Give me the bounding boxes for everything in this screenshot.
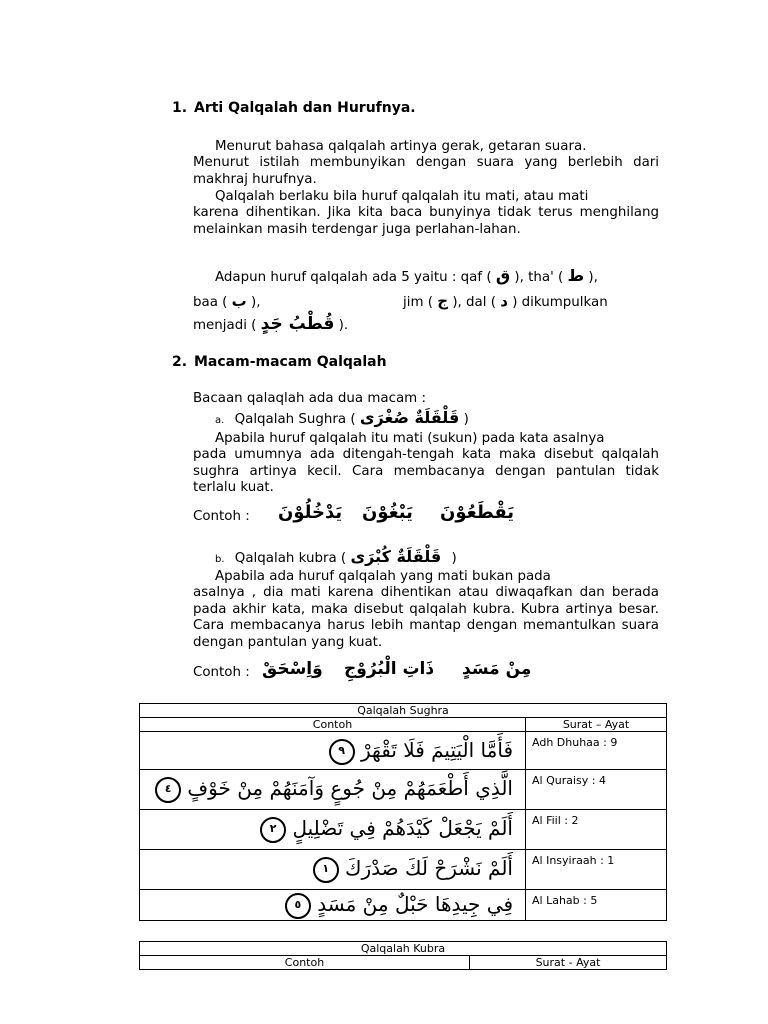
jim-dal-line bbox=[403, 293, 608, 312]
table-row bbox=[140, 890, 667, 921]
kubra-arabic: قَلْقَلَةٌ كُبْرَى bbox=[350, 547, 442, 566]
kubra-end: ) bbox=[451, 551, 457, 566]
sughra-end: ) bbox=[463, 412, 469, 427]
sura-cell: Al Lahab : 5 bbox=[526, 890, 667, 921]
sughra-heading bbox=[215, 410, 469, 430]
section2-number: 2. bbox=[172, 354, 188, 370]
letters-text-b: ), tha' ( bbox=[514, 270, 564, 285]
sughra-label: a. bbox=[215, 415, 225, 426]
letters-text-c: ), bbox=[588, 270, 598, 285]
contoh2-word3: مِنْ مَسَدٍ bbox=[462, 659, 532, 679]
sughra-table bbox=[139, 703, 667, 921]
section2-intro: Bacaan qalaqlah ada dua macam : bbox=[193, 391, 426, 406]
section1-para2-line1: Qalqalah berlaku bila huruf qalqalah itu mati, atau mati bbox=[215, 189, 589, 204]
baa-letter: ب bbox=[231, 292, 247, 310]
qaf-letter: ق bbox=[495, 266, 511, 285]
menjadi-text: menjadi ( bbox=[193, 318, 257, 333]
ayah-number-icon: ٤ bbox=[155, 777, 181, 803]
section1-para1-line1: Menurut bahasa qalqalah artinya gerak, getaran suara. bbox=[215, 139, 587, 154]
letters-text-a: Adapun huruf qalqalah ada 5 yaitu : qaf ( bbox=[215, 270, 492, 285]
dal-text: ), dal ( bbox=[452, 295, 496, 310]
verse-cell bbox=[140, 810, 526, 850]
kubra-para-rest: asalnya , dia mati karena dihentikan atau diwaqafkan dan berada pada akhir kata, maka disebut qalqalah kubra. Kubra artinya besar. Cara membacanya harus lebih mantap dengan memantulkan suara dengan pantulan yang kuat. bbox=[193, 585, 659, 650]
ayah-number-icon: ٢ bbox=[260, 817, 286, 843]
sura-cell: Al Fiil : 2 bbox=[526, 810, 667, 850]
verse-cell bbox=[140, 890, 526, 921]
section1-number: 1. bbox=[172, 100, 188, 116]
contoh1-word1: يَدْخُلُوْنَ bbox=[278, 502, 343, 523]
table-row bbox=[140, 810, 667, 850]
verse-text: الَّذِي أَطْعَمَهُمْ مِنْ جُوعٍ وَآمَنَهُمْ مِنْ خَوْفٍ bbox=[187, 776, 513, 800]
contoh2-word1: وَاِسْحَقْ bbox=[262, 659, 323, 679]
kubra-para-line1: Apabila ada huruf qalqalah yang mati bukan pada bbox=[215, 569, 551, 584]
ayah-number-icon: ٥ bbox=[285, 893, 311, 919]
menjadi-end: ). bbox=[338, 318, 349, 333]
jim-text: jim ( bbox=[403, 295, 433, 310]
verse-cell bbox=[140, 732, 526, 770]
table-row bbox=[140, 732, 667, 770]
sughra-title: Qalqalah Sughra ( bbox=[234, 412, 356, 427]
letters-line1 bbox=[215, 268, 598, 287]
table-row bbox=[140, 850, 667, 890]
sura-cell: Al Insyiraah : 1 bbox=[526, 850, 667, 890]
jim-letter: ج bbox=[437, 292, 449, 310]
dal-end: ) dikumpulkan bbox=[512, 295, 608, 310]
sura-cell: Adh Dhuhaa : 9 bbox=[526, 732, 667, 770]
kubra-table bbox=[139, 941, 667, 970]
section2-title: Macam-macam Qalqalah bbox=[194, 354, 387, 370]
verse-text: فِي جِيدِهَا حَبْلٌ مِنْ مَسَدٍ bbox=[317, 892, 513, 916]
kubra-heading bbox=[215, 549, 457, 569]
tha-letter: ط bbox=[567, 266, 585, 285]
baa-text: baa ( bbox=[193, 295, 228, 310]
contoh1-word2: يَبْغُوْنَ bbox=[362, 502, 413, 523]
section1-para1-rest: Menurut istilah membunyikan dengan suara yang berlebih dari makhraj hurufnya. bbox=[193, 155, 659, 187]
sughra-para-line1: Apabila huruf qalqalah itu mati (sukun) pada kata asalnya bbox=[215, 431, 605, 446]
verse-text: فَأَمَّا الْيَتِيمَ فَلَا تَقْهَرْ bbox=[360, 738, 513, 762]
ayah-number-icon: ١ bbox=[313, 857, 339, 883]
dal-letter: د bbox=[500, 292, 508, 310]
kubra-table-title: Qalqalah Kubra bbox=[140, 942, 667, 956]
baa-end: ), bbox=[251, 295, 261, 310]
contoh1-label: Contoh : bbox=[193, 509, 250, 524]
baa-line bbox=[193, 293, 261, 312]
table-row bbox=[140, 770, 667, 810]
kubra-table-col-contoh: Contoh bbox=[140, 956, 470, 970]
combined-letters: قُطْبُ جَدٍ bbox=[260, 314, 335, 334]
sura-cell: Al Quraisy : 4 bbox=[526, 770, 667, 810]
sughra-arabic: قَلْقَلَةٌ صُغْرَى bbox=[359, 408, 460, 427]
kubra-title: Qalqalah kubra ( bbox=[234, 551, 347, 566]
kubra-table-col-surat: Surat - Ayat bbox=[470, 956, 667, 970]
sughra-table-title: Qalqalah Sughra bbox=[140, 704, 667, 718]
section1-para2-rest: karena dihentikan. Jika kita baca bunyinya tidak terus menghilang melainkan masih terdengar juga perlahan-lahan. bbox=[193, 205, 659, 237]
contoh2-word2: ذَاتِ الْبُرُوْجِ bbox=[344, 659, 435, 679]
contoh1-word3: يَقْطَعُوْنَ bbox=[440, 502, 515, 523]
verse-text: أَلَمْ يَجْعَلْ كَيْدَهُمْ فِي تَضْلِيلٍ bbox=[292, 816, 513, 840]
contoh2-label: Contoh : bbox=[193, 665, 250, 680]
verse-cell bbox=[140, 850, 526, 890]
kubra-label: b. bbox=[215, 554, 225, 565]
verse-text: أَلَمْ نَشْرَحْ لَكَ صَدْرَكَ bbox=[345, 856, 513, 880]
section1-title: Arti Qalqalah dan Hurufnya. bbox=[194, 100, 416, 116]
ayah-number-icon: ٩ bbox=[329, 739, 355, 765]
sughra-para-rest: pada umumnya ada ditengah-tengah kata maka disebut qalqalah sughra artinya kecil. Cara membacanya dengan pantulan tidak terlalu kuat. bbox=[193, 447, 659, 495]
sughra-table-col-contoh: Contoh bbox=[140, 718, 526, 732]
menjadi-line bbox=[193, 316, 348, 335]
verse-cell bbox=[140, 770, 526, 810]
sughra-table-col-surat: Surat – Ayat bbox=[526, 718, 667, 732]
